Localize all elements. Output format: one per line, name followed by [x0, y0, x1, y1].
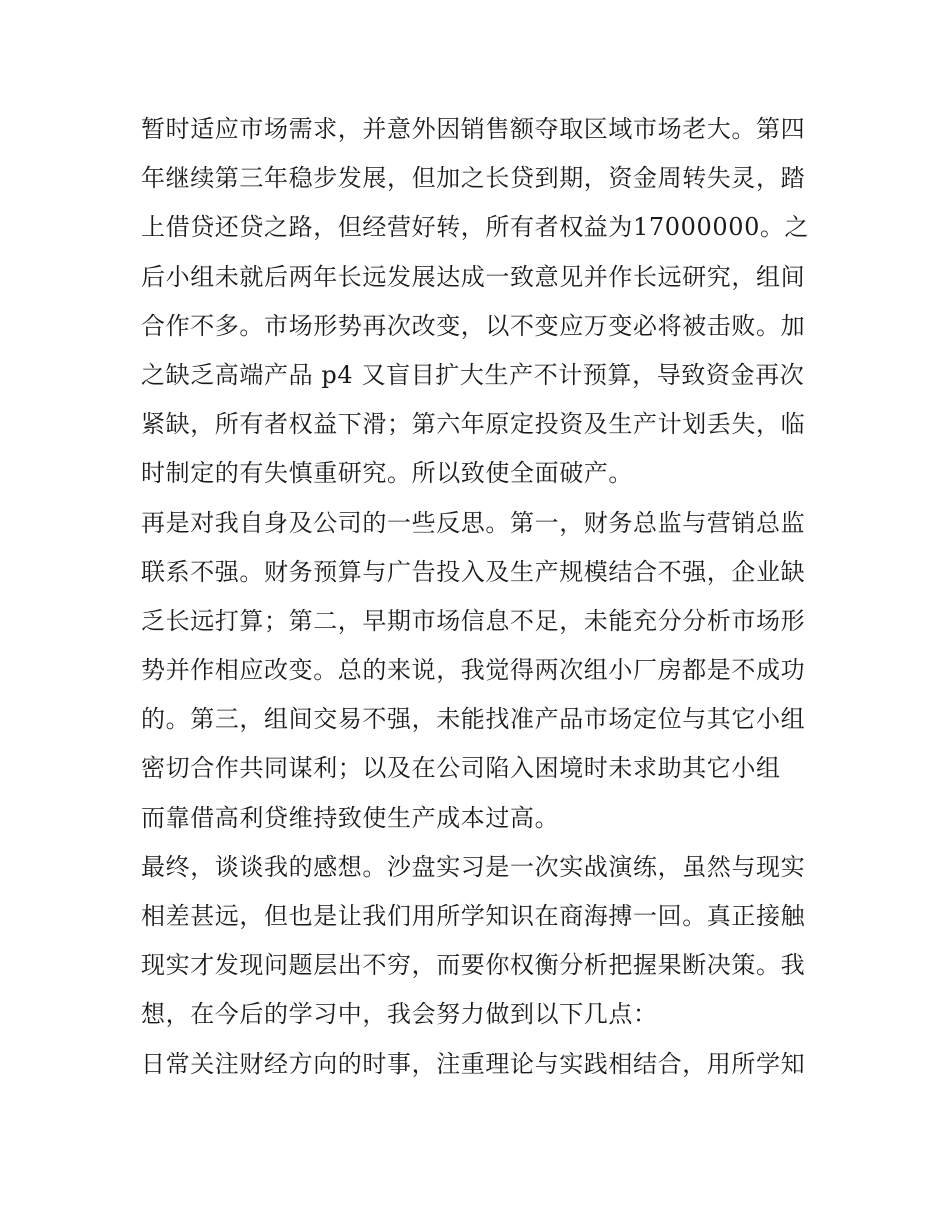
body-text: [141, 105, 821, 1089]
text-line: 最终，谈谈我的感想。沙盘实习是一次实战演练，虽然与现实: [141, 852, 806, 881]
text-line: 时制定的有失慎重研究。所以致使全面破产。: [141, 459, 633, 488]
text-line: 日常关注财经方向的时事，注重理论与实践相结合，用所学知: [141, 1049, 806, 1078]
text-line: 现实才发现问题层出不穷，而要你权衡分析把握果断决策。我: [141, 951, 806, 980]
text-line: 乏长远打算；第二，早期市场信息不足，未能充分分析市场形: [141, 606, 806, 635]
text-line: 想，在今后的学习中，我会努力做到以下几点：: [141, 1000, 658, 1029]
text-line: 合作不多。市场形势再次改变，以不变应万变必将被击败。加: [141, 311, 806, 340]
text-line: 紧缺，所有者权益下滑；第六年原定投资及生产计划丢失，临: [141, 410, 806, 439]
text-line: 联系不强。财务预算与广告投入及生产规模结合不强，企业缺: [141, 557, 806, 586]
text-line: 上借贷还贷之路，但经营好转，所有者权益为17000000。之: [141, 213, 810, 242]
text-line: 之缺乏高端产品 p4 又盲目扩大生产不计预算，导致资金再次: [141, 360, 805, 389]
text-line: 相差甚远，但也是让我们用所学知识在商海搏一回。真正接触: [141, 902, 806, 930]
text-line: 而靠借高利贷维持致使生产成本过高。: [141, 803, 560, 832]
text-line: 后小组未就后两年长远发展达成一致意见并作长远研究，组间: [141, 262, 806, 291]
text-line: 的。第三，组间交易不强，未能找准产品市场定位与其它小组: [141, 705, 806, 734]
text-line: 暂时适应市场需求，并意外因销售额夺取区域市场老大。第四: [141, 115, 806, 143]
text-line: 密切合作共同谋利；以及在公司陷入困境时未求助其它小组: [141, 754, 781, 783]
text-line: 年继续第三年稳步发展，但加之长贷到期，资金周转失灵，踏: [141, 164, 806, 193]
text-line: 势并作相应改变。总的来说，我觉得两次组小厂房都是不成功: [141, 656, 806, 685]
text-line: 再是对我自身及公司的一些反思。第一，财务总监与营销总监: [141, 508, 806, 537]
